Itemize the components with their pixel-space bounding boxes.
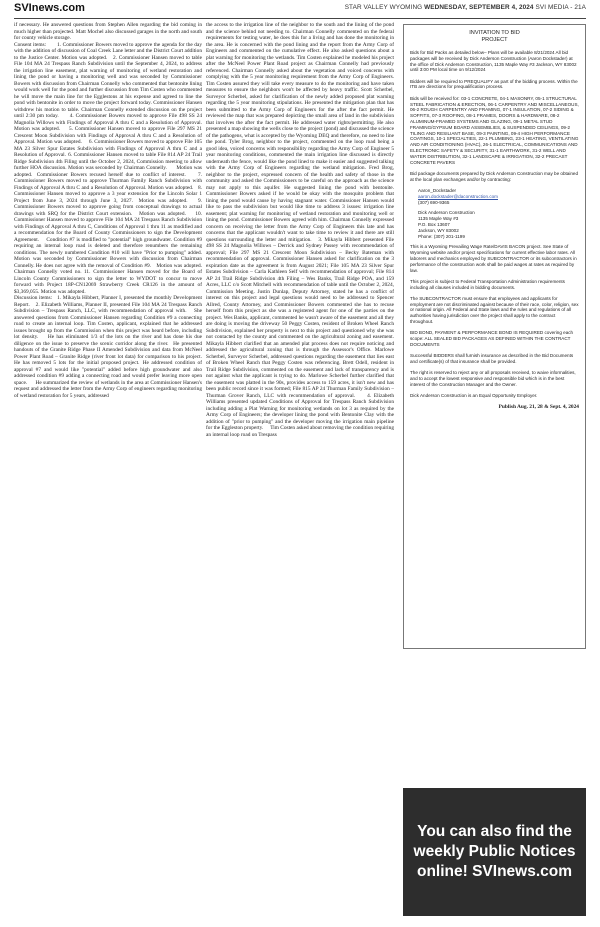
- notice-paragraph: Dick Anderson Construction is an Equal Opportunity Employer.: [410, 393, 538, 399]
- contact-email-link[interactable]: aaron.dockstader@daconstruction.com: [418, 193, 498, 199]
- notice-contact: [418, 188, 579, 244]
- minutes-column-1: if necessary. He answered questions from Stephen Allen regarding the bid coming in much higher than projected. Matt Mochel also discussed garages in the north and south for county vehicle storage. Consent items: 1. Commissioner Bowers moved to approve the agenda for the day with the addition of discussion of Coal Creek Lane letter and the District Court addition to the Justice Center. Motion was adopted. 2. Commissioner Hansen moved to table File 104 MA 24 Trespass Ranch Subdivision until the September 4, 2024, to address the irrigation line easement, plat warning of monitoring of wetland restoration and lining the pond or having a monitoring well and was seconded by Commissioner Bowers with discussion from Chairman Connelly who commented that bentonite lining would work well for the pond and further discussion from Tim Costen who commented he will move the main line for the Egglestons at his expense and agreed to line the pond with bentonite in order to move the project forward today. Commissioner Hansen withdrew his motion to table. Chairman Connelly extended discussion on the project until 2:30 pm today. 4. Commissioner Bowers moved to approve File 498 SS 24 Magnolia Willows with Findings of Approval A thru C and a Resolution of Approval. Motion was adopted. 5. Commissioner Hansen moved to approve File 297 MS 21 Crescent Moon Subdivision with Findings of Approval A thru C and a Resolution of Approval. Motion was adopted. 6. Commissioner Bowers moved to approve File 105 MA 23 Silver Spur Estates Subdivision with Findings of Approval A thru C and a Resolution of Approval. 6. Commissioner Hansen moved to table File 814 AP 24 Trail Ridge Subdivision 4th Filing until the October 2, 2024, Commission meeting to allow further HOA discussion. Motion was seconded by Chairman Connelly. Motion was adopted. Commissioner Bowers recused herself due to conflict of interest. 7. Commissioner Bowers moved to approve Thurman Family Ranch Subdivision with Findings of Approval A thru C and a Resolution of Approval. Motion was adopted. 8. Commissioner Hansen moved to approve a 3 year extension for the Lincoln Solar 1 Project from June 3, 2024 through June 3, 2027. Motion was adopted. 9. Commissioner Bowers moved to approve going from conceptual drawings to actual drawings with SRQ for the District Court extension. Motion was adopted. 10. Commissioner Hansen moved to approve File 104 MA 24 Trespass Ranch Subdivision with Findings of Approval A thru C, Conditions of Approval 1 thru 11 as modified and a recommendation for the Board of County Commissioners to sign the Development Agreement. Condition #7 is modified to "potential" high groundwater. Condition #9 requiring an internal loop road is deleted and therefore renumbers the remaining conditions. The newly numbered Condition #10 will have "Prior to pumping" added. Motion was seconded by Commissioner Bowers with discussion from Chairman Connelly. He does not agree with the removal of Condition #9. Motion was adopted. Chairman Connelly voted no. 11. Commissioner Hansen moved for the Board of Lincoln County Commissioners to sign the letter to WYDOT to concur to move forward with Project 18P-CN12069 Strawberry Creek CR126 in the amount of $3,369,055. Motion was adopted. Discussion items: 1. Mikayla Hibbert, Planner I, presented the monthly Development Report. 2. Elizabeth Williams, Planner II, presented File 104 MA 24 Trespass Ranch Subdivision – Trespass Ranch, LLC, with recommendation of approval with. She answered questions from Commissioner Hansen regarding Condition #9 a connecting road to create an internal loop. Tim Costen, applicant, explained that he addressed issues brought up from the Commission when this project was heard before, including lot density. He has eliminated 1/3 of the lots on the river and has done his due diligence on the issue to preserve the scenic corridor along the river. He presented handouts of the Granite Ridge Phase II Amended Subdivision and data from McNeel Power Plant Road – Granite Ridge (river front lot data) for comparison to his project. He has removed 5 lots for the initial proposed project. He addressed condition of approval #7 and would like "potential" added before high groundwater and also addressed condition #9 adding a connecting road and would prefer leaving more open space. He summarized the review of wetlands in the area at Commissioner Hansen's request and addressed the letter from the Army Corp of engineers regarding monitoring of wetland restoration for 5 years, addressed: [14, 22, 202, 399]
- notice-title: [410, 30, 579, 44]
- notice-paragraph: This is a Wyoming Prevailing Wage Rate/DAVIS BACON project. See State of Wyoming website and/or project specifications for current effective labor rates. All laborers and mechanics employed by SUBCONTRACTOR or its subcontractors in performance of the construction work shall be paid wages at rates as required by law.: [410, 244, 578, 273]
- header-rule: [14, 18, 586, 19]
- invitation-to-bid-notice: [403, 24, 586, 649]
- address-line: Jackson, WY 83002: [418, 227, 459, 233]
- notice-paragraph: The SUBCONTRACTOR must ensure that employees and applicants for employment are not discriminated against because of their race, color, religion, sex or national origin. All Federal and State laws and the rules and regulations of all authorities having jurisdiction over the project shall apply to the contract throughout.: [410, 295, 580, 325]
- page-header: [14, 2, 586, 18]
- address-line: 1135 Maple Way #3: [418, 216, 459, 222]
- paper-name: STAR VALLEY WYOMING: [344, 4, 423, 11]
- issue-date: WEDNESDAY, SEPTEMBER 4, 2024: [424, 4, 534, 11]
- notice-paragraph: Bid package documents prepared by Dick Anderson Construction may be obtained at the local plan exchanges and/or by contracting:: [410, 170, 580, 182]
- notice-paragraph: Bids will be received for: 03-1 CONCRETE, 04-1 MASONRY, 05-1 STRUCTURAL STEEL FABRICATION & ERECTION, 06-1 CARPENTRY AND MISCELLANEOUS, 06-2 ROUGH CARPENTRY AND FRAMING, 07-1 INSULATION, 07-2 SIDING & SOFFITS, 07-3 ROOFING, 08-1 FRAMES, DOORS & HARDWARE, 08-2 ALUMINUM-FRAMED SYSTEMS AND GLAZING, 09-1 METAL STUD FRAMING/GYPSUM BOARD ASSEMBLIES, & SUSPENDED CEILINGS, 09-2 TILING AND RESILIANT BASE, 09-3 PAINTING, 09-4 HIGH PERFORMANCE COATINGS, 10-1 SPECIALTIES, 22-1 PLUMBING, 23-1 HEATING, VENTILATING AND AIR CONDITIONING (HVAC), 26-1 ELECTRICAL, COMMUNICATIONS AND ELECTRONIC SAFETY & SECURITY, 31-1 EARTHWORK, 31-2 WELL AND WATER DISTRIBUTION, 32-1 LANDSCAPE & IRRIGATION, 32-2 PRECAST CONCRETE PAVERS: [410, 95, 581, 165]
- paper-info: [345, 4, 586, 11]
- notice-paragraph: Successful BIDDERS shall furnish insurance as described in the Bid Documents and certificate(s) of that insurance shall be provided.: [410, 353, 575, 365]
- site-name[interactable]: SVInews.com: [14, 2, 85, 14]
- notice-paragraph: BID BOND, PAYMENT & PERFORMANCE BOND IS REQUIRED covering each scope: ALL SEALED BID PACKAGES AS DEFINED WITHIN THE CONTRACT DOCUMENTS: [410, 330, 575, 347]
- notice-paragraph: This project is subject to Federal Transportation Administration requirements including all clauses included in bidding documents.: [410, 278, 567, 290]
- contact-phone: (307) 690-9365: [418, 199, 450, 205]
- address-line: Dick Anderson Construction: [418, 210, 475, 216]
- address-phone: Phone: (307) 201-1199: [418, 233, 465, 239]
- minutes-column-2: the access to the irrigation line of the neighbor to the south and the lining of the pond and the science behind not needing to. Chairman Connelly commented on the federal requirements for testing water, he does this for a living and has done the monitoring in the area. He is concerned with the pond lining and the report from the Army Corp of Engineers and commented on the cumulative effect. He also asked questions about a plat warning for monitoring the wetlands. Tim Costen explained he modeled his project after the McNeel Power Plant Road project as Chairman Connelly had previously referenced. Chairman Connelly asked about the vegetation and voiced concerns with complying with the 5 year monitoring requirement from the Army Corp of Engineers. Tim Costen assured they will take every measure to do the monitoring and have taken measures to ensure the neighbors won't be affected by heavy traffic. Scott Scherbel, Surveyor Scherbel, asked for clarification of the newly added proposed plat warning regarding the 5 year monitoring stipulations. He presented the mitigation plan that has been submitted to the Army Corp of Engineers for the after the fact permit. He reviewed the map that was prepared depicting the small area of land in the subdivision that involves the after the fact permit. He addressed water rights/permitting. He also presented a map showing the wells close to the project (pond) and discussed the science of the pathogens, what is accepted by the Wyoming DEQ and therefore, no need to line the pond. Tyler Brog, neighbor to the project, commented on the loop road being a good idea, voiced concerns with responsibility regarding the Army Corp of Engineer 5 year monitoring conditions, commented the main irrigation line discussed is directly underneath the fence, would like the pond lined to make it easier and suggested talking with the Army Corp of Engineers regarding the wetland mitigation. Fred Brog, neighbor to the project, expressed concern of the health and safety of those in the community and asked the Commissioners to be careful on the approach as the science may not apply to this aquifer. He suggested lining the pond with bentonite. Commissioner Bowers asked if he would be okay with the mosquito problem that lining the pond would cause by having stagnant water. Commissioner Hansen would like to pass the subdivision but would like time to address 3 issues: irrigation line easement; plat warning for monitoring of wetland restoration and monitoring well or lining the pond. Commissioner Bowers agreed with him. Chairman Connelly expressed concern on receiving the letter from the Army Corp of Engineers this late and has concerns that the applicant wouldn't want to take time to review it and there are still questions surrounding the letter and mitigation. 3. Mikayla Hibbert presented File 498 SS 24 Magnolia Willows – Derrick and Sydney Passey with recommendation of approval; File 297 MS 21 Crescent Moon Subdivision – Becky Bateman with recommendation of approval. Commissioner Hansen asked for clarification on the 3 expiration date as the agreement is from August 2021; File 105 MA 23 Silver Spur Estates Subdivision – Carla Kathleen Self with recommendation of approval; File 814 AP 24 Trail Ridge Subdivision 4th Filing – Wes Banks, Trail Ridge POA, and 159 Acres, LLC c/o Scott Mitchell with recommendation of table until the October 2, 2024, Commission Meeting. Justin Dunlap, Deputy Attorney, stated he has a conflict of interest on this project and legal questions would need to be addressed to Spencer Allred, County Attorney, and Commissioner Bowers commented she has to recuse herself from this project as she was a registered agent for one of the parties on the project. Wes Banks, applicant, commented he wasn't aware of the easement and all they are doing is moving the driveway 50 Peggy Costen, resident of Broken Wheel Ranch Subdivision, explained her property is next to this project and questioned why she was not contacted by the county and commented on the agricultural zoning and easement. Mikayla Hibbert clarified that an amended plat process does not require noticing and addressed the agricultural zoning that is through the Assessor's Office. Marlowe Scherbel, Surveyor Scherbel, addressed questions regarding the easement that lies east of Broken Wheel Ranch that Peggy Costen was referencing. Brett Odell, resident in Trail Ridge Subdivision, commented on the easement and lack of transparency and is not against what the applicant is trying to do. Marlowe Scherbel further clarified that the easement was platted in the 90s, provides access to 159 acres, it isn't new and has been public record since it was formed; File 815 AP 24 Thurman Family Subdivision – Thurman Grover Ranch, LLC with recommendation of approval. 4. Elizabeth Williams presented updated Conditions of Approval for Trespass Ranch Subdivision including adding a Plat Warning for monitoring wetlands on lot 3 as required by the Army Corp of Engineers; the developer lining the pond with Bentonite Clay with the addition of "prior to pumping" and the developer moving the irrigation main pipeline for the Eggleston property. Tim Costen asked about removing the condition requiring an internal loop road on Trespass: [206, 22, 394, 438]
- address-line: P.O. Box 13607: [418, 221, 450, 227]
- notice-paragraph: The right is reserved to reject any or all proposals received, to waive informalities, and to accept the lowest responsive and responsible bid which is in the best interest of the Construction Manager and the Owner.: [410, 370, 577, 387]
- publish-dates: Publish Aug. 21, 28 & Sept. 4, 2024: [498, 403, 579, 410]
- notice-paragraph: Bids for Bid Packs as detailed below– Plans will be available 8/21/2024 All bid packages will be received by Dick Anderson Construction (Aaron Dockstader) at the office of Dick Anderson Construction, 1135 Maple Way #3 Jackson, WY 83002 until 3:00 PM local time on 9/12/2024: [410, 50, 578, 73]
- notice-title-line2: PROJECT: [481, 37, 508, 43]
- notice-paragraph: Bidders will be required to PREQUALIFY as part of the bidding process. Within the ITB are directions for prequalification process.: [410, 78, 579, 90]
- public-notices-promo[interactable]: You can also find the weekly Public Notices online! SVInews.com: [403, 788, 586, 916]
- contact-name: Aaron_Dockstader: [418, 187, 457, 193]
- notice-title-line1: INVITATION TO BID: [469, 30, 520, 36]
- page-label: SVI MEDIA - 21A: [535, 4, 586, 11]
